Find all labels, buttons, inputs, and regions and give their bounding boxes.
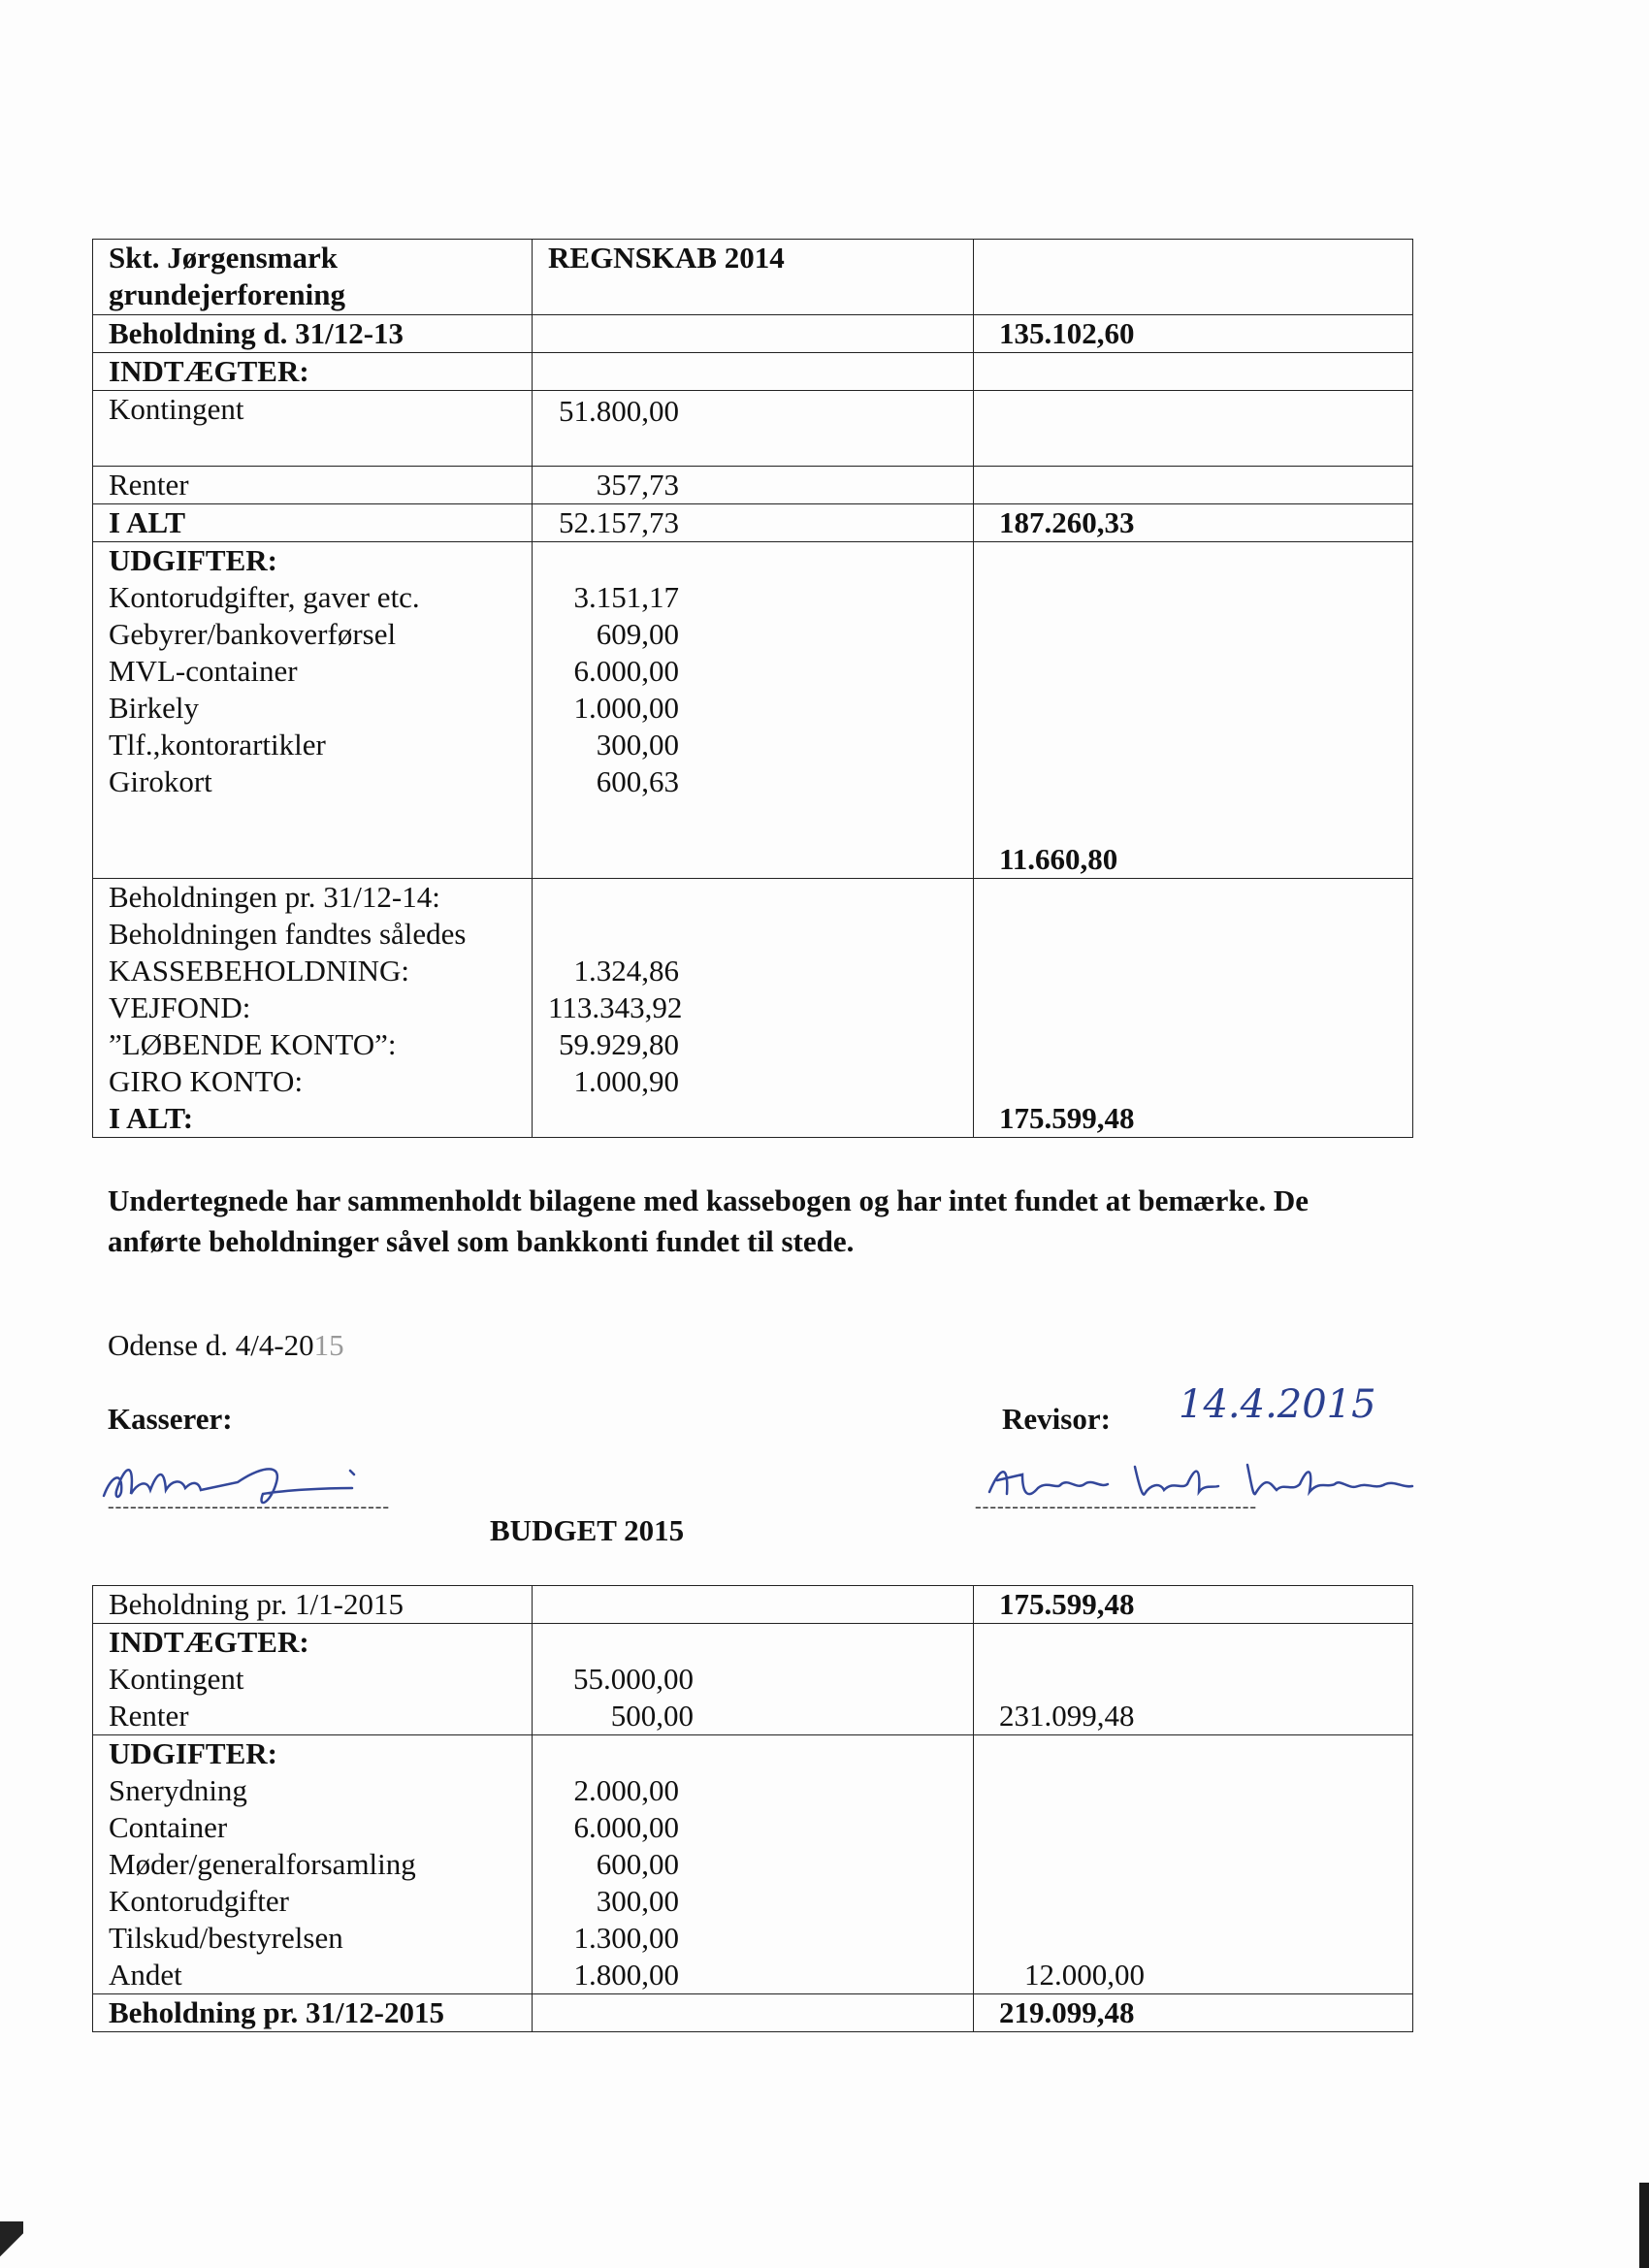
closing-label: Beholdningen pr. 31/12-14:	[109, 880, 440, 914]
closing-item-amount: 1.324,86	[573, 954, 679, 988]
place-date-faded: 15	[313, 1328, 344, 1362]
expense-amount: 600,63	[596, 764, 679, 798]
expense-label: Gebyrer/bankoverførsel	[109, 617, 397, 651]
budget-expense-amount: 600,00	[596, 1847, 679, 1881]
scan-corner	[0, 2221, 23, 2268]
revisor-label: Revisor:	[1002, 1402, 1111, 1436]
budget-expense-amount: 1.800,00	[573, 1958, 679, 1992]
budget-income-label: Kontingent	[109, 1662, 244, 1696]
budget-income-running-total: 231.099,48	[974, 1624, 1413, 1735]
budget-expense-label: Møder/generalforsamling	[109, 1847, 416, 1881]
budget-expense-label: Andet	[109, 1958, 182, 1992]
income-amount: 51.800,00	[559, 394, 679, 428]
org-name: Skt. Jørgensmark grundejerforening	[93, 240, 533, 315]
expense-amount: 609,00	[596, 617, 679, 651]
budget-opening-total: 175.599,48	[974, 1586, 1413, 1624]
budget-table	[92, 1585, 1413, 2032]
place-date-text: Odense d. 4/4-20	[108, 1328, 314, 1362]
revisor-handwritten-date: 14.4.2015	[1179, 1382, 1376, 1427]
expense-label: Girokort	[109, 764, 212, 798]
auditor-statement: Undertegnede har sammenholdt bilagene med kassebogen og har intet fundet at bemærke. De anførte beholdninger såvel som bankkonti fundet til stede.	[108, 1183, 1309, 1258]
budget-expense-label: Snerydning	[109, 1773, 247, 1807]
budget-expenses-heading: UDGIFTER:	[109, 1736, 277, 1770]
expense-amount: 1.000,00	[573, 691, 679, 725]
closing-item-amount: 113.343,92	[548, 990, 683, 1024]
budget-expense-amount: 6.000,00	[573, 1810, 679, 1844]
budget-income-heading: INDTÆGTER:	[109, 1625, 309, 1659]
closing-total-label: I ALT:	[109, 1101, 194, 1135]
income-label: Renter	[93, 467, 533, 504]
income-heading: INDTÆGTER:	[93, 353, 533, 391]
budget-income-amount: 500,00	[610, 1699, 694, 1733]
scan-edge	[1639, 2183, 1649, 2268]
closing-item-label: KASSEBEHOLDNING:	[109, 954, 409, 988]
income-total: 52.157,73	[559, 505, 679, 539]
running-total: 187.260,33	[974, 504, 1413, 542]
budget-income-amount: 55.000,00	[573, 1662, 694, 1696]
closing-item-amount: 59.929,80	[559, 1027, 679, 1061]
budget-expense-amount: 300,00	[596, 1884, 679, 1918]
closing-total: 175.599,48	[974, 879, 1413, 1138]
closing-item-label: VEJFOND:	[109, 990, 251, 1024]
expense-label: Tlf.,kontorartikler	[109, 728, 326, 761]
closing-note: Beholdningen fandtes således	[109, 917, 467, 951]
expense-label: Kontorudgifter, gaver etc.	[109, 580, 420, 614]
closing-item-amount: 1.000,90	[573, 1064, 679, 1098]
budget-income-label: Renter	[109, 1699, 189, 1733]
income-total-label: I ALT	[93, 504, 533, 542]
opening-balance-label: Beholdning d. 31/12-13	[93, 315, 533, 353]
opening-balance-total: 135.102,60	[974, 315, 1413, 353]
regnskab-title: REGNSKAB 2014	[533, 240, 974, 315]
expenses-total: 11.660,80	[974, 542, 1413, 879]
income-label: Kontingent	[93, 391, 533, 467]
place-date	[108, 1328, 344, 1363]
budget-closing-label: Beholdning pr. 31/12-2015	[93, 1994, 533, 2032]
expense-label: MVL-container	[109, 654, 298, 688]
budget-closing-total: 219.099,48	[974, 1994, 1413, 2032]
budget-title: BUDGET 2015	[490, 1513, 685, 1547]
budget-expenses-total: 12.000,00	[1024, 1958, 1145, 1992]
kasserer-label: Kasserer:	[108, 1402, 233, 1436]
expense-amount: 300,00	[596, 728, 679, 761]
expense-label: Birkely	[109, 691, 199, 725]
regnskab-table	[92, 239, 1413, 1138]
revisor-signature-line: --------------------------------------	[975, 1496, 1258, 1517]
income-amount: 357,73	[596, 468, 679, 502]
expense-amount: 3.151,17	[573, 580, 679, 614]
budget-expense-label: Kontorudgifter	[109, 1884, 289, 1918]
budget-expense-amount: 2.000,00	[573, 1773, 679, 1807]
budget-expense-amount: 1.300,00	[573, 1921, 679, 1955]
expense-amount: 6.000,00	[573, 654, 679, 688]
budget-expense-label: Container	[109, 1810, 228, 1844]
expenses-heading: UDGIFTER:	[109, 543, 277, 577]
kasserer-signature-line: --------------------------------------	[108, 1496, 391, 1517]
budget-opening-label: Beholdning pr. 1/1-2015	[93, 1586, 533, 1624]
closing-item-label: ”LØBENDE KONTO”:	[109, 1027, 397, 1061]
budget-expense-label: Tilskud/bestyrelsen	[109, 1921, 343, 1955]
closing-item-label: GIRO KONTO:	[109, 1064, 304, 1098]
